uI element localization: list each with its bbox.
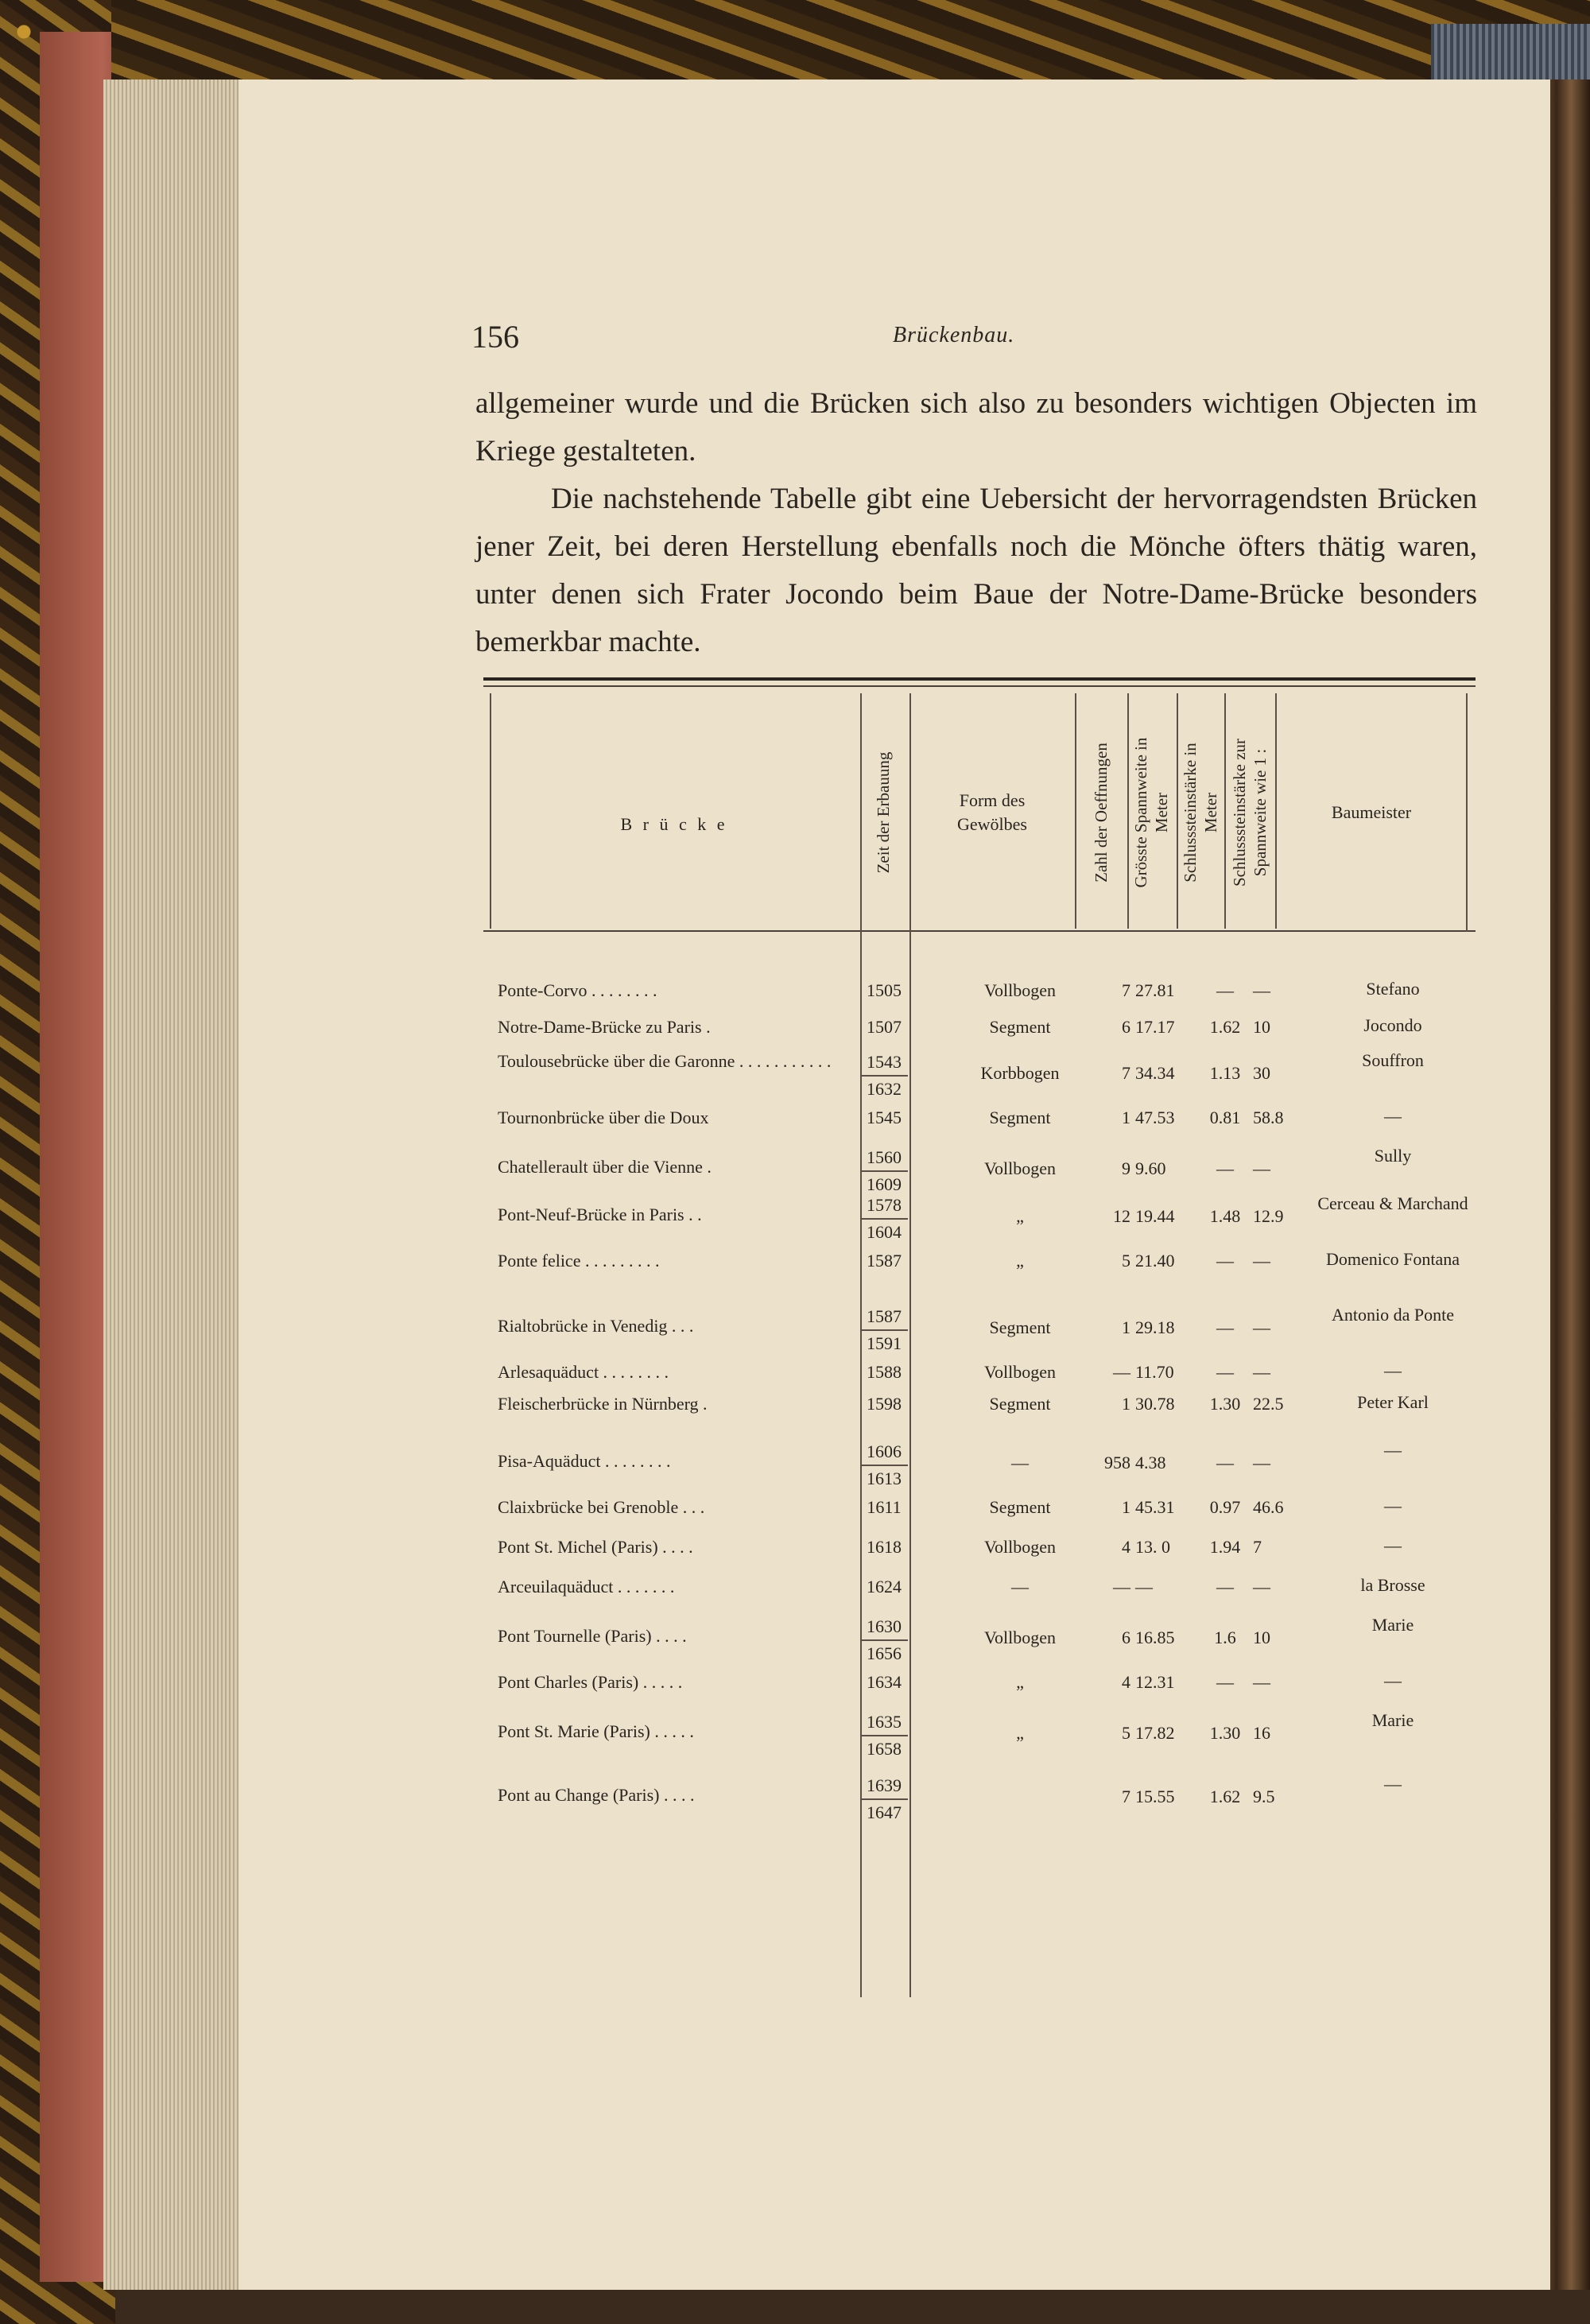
header-spannweite-line2: Meter (1152, 792, 1171, 833)
year-separator (862, 1329, 908, 1331)
cell-span: 17.17 (1135, 1017, 1175, 1037)
cell-span: 21.40 (1135, 1251, 1175, 1271)
cell-year: 1618 (867, 1537, 902, 1557)
cell-form: Vollbogen (983, 1537, 1057, 1557)
cell-form: Vollbogen (983, 1362, 1057, 1382)
cell-ratio: 7 (1253, 1537, 1262, 1557)
cell-bridge: Pont au Change (Paris) . . . . (498, 1785, 695, 1805)
bridge-table (483, 677, 1476, 1997)
cell-ratio: — (1253, 1251, 1270, 1271)
cell-ratio: 9.5 (1253, 1787, 1275, 1806)
book-cloth (1431, 24, 1590, 80)
cell-year-end: 1647 (867, 1802, 902, 1822)
cell-openings: 7 (1122, 1063, 1130, 1083)
cell-year: 1606 (867, 1441, 902, 1461)
cell-bridge: Pont St. Michel (Paris) . . . . (498, 1537, 693, 1557)
year-separator (862, 1170, 908, 1172)
cell-keystone: 0.97 (1209, 1497, 1241, 1517)
cell-openings: 7 (1122, 980, 1130, 1000)
cell-architect: Domenico Fontana (1325, 1249, 1460, 1269)
header-schlussstein-line1: Schlusssteinstärke in (1181, 743, 1200, 883)
cell-form: „ (1016, 1251, 1024, 1271)
page-number: 156 (471, 319, 519, 355)
cell-ratio: 16 (1253, 1723, 1270, 1743)
cell-keystone: 1.13 (1209, 1063, 1241, 1083)
cell-span: 17.82 (1135, 1723, 1175, 1743)
cell-span: 29.18 (1135, 1317, 1175, 1337)
header-zeit: Zeit der Erbauung (874, 751, 893, 874)
header-spannweite (1130, 693, 1172, 932)
cell-openings: — (1113, 1577, 1130, 1597)
cell-year: 1578 (867, 1195, 902, 1215)
running-title: Brückenbau. (893, 323, 1015, 347)
cell-span: 30.78 (1135, 1394, 1175, 1414)
cell-year: 1587 (867, 1251, 902, 1271)
cell-ratio: — (1253, 1672, 1270, 1692)
cell-openings: 9 (1122, 1158, 1130, 1178)
cell-architect: Peter Karl (1357, 1392, 1429, 1412)
cell-year: 1543 (867, 1052, 902, 1072)
cell-ratio: — (1253, 1577, 1270, 1597)
cell-ratio: 30 (1253, 1063, 1270, 1083)
cell-span: 9.60 (1135, 1158, 1166, 1178)
header-form-line2: Gewölbes (957, 814, 1027, 834)
cell-ratio: — (1253, 980, 1270, 1000)
cell-span: 47.53 (1135, 1108, 1175, 1127)
cell-keystone: — (1216, 1158, 1234, 1178)
cell-openings: 1 (1122, 1108, 1130, 1127)
cell-architect: Cerceau & Marchand (1317, 1193, 1468, 1213)
cell-keystone: 1.94 (1209, 1537, 1241, 1557)
cell-year: 1634 (867, 1672, 902, 1692)
cell-span: 34.34 (1135, 1063, 1175, 1083)
cell-bridge: Notre-Dame-Brücke zu Paris . (498, 1017, 711, 1037)
cell-keystone: — (1216, 1362, 1234, 1382)
cell-ratio: 46.6 (1253, 1497, 1284, 1517)
column-divider (1177, 693, 1178, 929)
cell-ratio: — (1253, 1317, 1270, 1337)
cell-form: Segment (989, 1108, 1051, 1127)
cell-openings: 6 (1122, 1017, 1130, 1037)
cell-openings: 7 (1122, 1787, 1130, 1806)
column-divider (1075, 693, 1076, 929)
cell-bridge: Pisa-Aquäduct . . . . . . . . (498, 1451, 671, 1471)
cell-keystone: 1.48 (1209, 1206, 1241, 1226)
cell-architect: — (1384, 1440, 1402, 1460)
cell-openings: 1 (1122, 1394, 1130, 1414)
cell-form: Segment (989, 1394, 1051, 1414)
cell-openings: 1 (1122, 1497, 1130, 1517)
cell-form: Segment (989, 1317, 1051, 1337)
cell-form: Vollbogen (983, 1158, 1057, 1178)
cell-keystone: — (1216, 1251, 1234, 1271)
header-spannweite-line1: Grösste Spannweite in (1131, 737, 1150, 888)
column-divider (1466, 693, 1468, 932)
cell-architect: — (1384, 1106, 1402, 1126)
cell-keystone: 1.30 (1209, 1394, 1241, 1414)
cell-architect: Antonio da Ponte (1332, 1305, 1454, 1325)
cell-span: 45.31 (1135, 1497, 1175, 1517)
cell-year-end: 1656 (867, 1643, 902, 1663)
cell-span: 4.38 (1135, 1453, 1166, 1472)
cell-architect: — (1384, 1774, 1402, 1794)
cell-ratio: 12.9 (1253, 1206, 1284, 1226)
cell-form: Vollbogen (983, 980, 1057, 1000)
header-form (929, 789, 1056, 836)
cell-openings: 5 (1122, 1723, 1130, 1743)
cell-span: — (1135, 1577, 1153, 1597)
cell-architect: la Brosse (1360, 1575, 1425, 1595)
cell-openings: 4 (1122, 1672, 1130, 1692)
cell-openings: 4 (1122, 1537, 1130, 1557)
column-divider (490, 693, 491, 929)
cell-keystone: 1.30 (1209, 1723, 1241, 1743)
cell-architect: Marie (1371, 1710, 1414, 1730)
page-header (471, 318, 1489, 366)
cell-year-end: 1591 (867, 1333, 902, 1353)
cell-year: 1639 (867, 1775, 902, 1795)
header-schlussstein (1180, 693, 1221, 932)
cell-span: 13. 0 (1135, 1537, 1170, 1557)
year-separator (862, 1639, 908, 1641)
header-baumeister: Baumeister (1331, 802, 1412, 822)
cell-bridge: Ponte felice . . . . . . . . . (498, 1251, 660, 1271)
cell-form: Korbbogen (980, 1063, 1060, 1083)
column-divider (1275, 693, 1277, 929)
cell-form: Vollbogen (983, 1628, 1057, 1647)
cell-year: 1630 (867, 1616, 902, 1636)
year-separator (862, 1075, 908, 1077)
cell-span: 16.85 (1135, 1628, 1175, 1647)
cell-architect: — (1384, 1670, 1402, 1690)
cell-ratio: 10 (1253, 1017, 1270, 1037)
header-ratio (1229, 693, 1270, 932)
cell-bridge: Pont Charles (Paris) . . . . . (498, 1672, 683, 1692)
cell-span: 15.55 (1135, 1787, 1175, 1806)
cell-bridge: Arlesaquäduct . . . . . . . . (498, 1362, 669, 1382)
cell-ratio: 58.8 (1253, 1108, 1284, 1127)
cell-year: 1505 (867, 980, 902, 1000)
header-form-line1: Form des (959, 790, 1026, 810)
cell-openings: 6 (1122, 1628, 1130, 1647)
cell-bridge: Claixbrücke bei Grenoble . . . (498, 1497, 705, 1517)
cell-bridge: Chatellerault über die Vienne . (498, 1157, 712, 1177)
page-edges (103, 80, 254, 2290)
cell-architect: Jocondo (1363, 1015, 1422, 1035)
cell-keystone: — (1216, 1577, 1234, 1597)
cell-bridge: Pont-Neuf-Brücke in Paris . . (498, 1205, 702, 1224)
body-text (475, 380, 1477, 666)
cell-span: 12.31 (1135, 1672, 1175, 1692)
cell-ratio: — (1253, 1362, 1270, 1382)
cell-bridge: Arceuilaquäduct . . . . . . . (498, 1577, 675, 1597)
cell-keystone: 1.6 (1214, 1628, 1236, 1647)
cell-architect: Marie (1371, 1615, 1414, 1635)
cell-year: 1587 (867, 1306, 902, 1326)
column-divider (909, 693, 911, 1997)
year-separator (862, 1798, 908, 1800)
cell-year: 1588 (867, 1362, 902, 1382)
cell-form: „ (1016, 1672, 1024, 1692)
cell-form: — (1011, 1577, 1029, 1597)
paragraph: allgemeiner wurde und die Brücken sich also zu besonders wichtigen Objecten im Kriege gestalteten. (475, 387, 1477, 468)
cell-ratio: 10 (1253, 1628, 1270, 1647)
cell-architect: Sully (1374, 1146, 1412, 1166)
cell-bridge: Fleischerbrücke in Nürnberg . (498, 1394, 708, 1414)
cell-span: 19.44 (1135, 1206, 1175, 1226)
cell-year-end: 1658 (867, 1739, 902, 1759)
cell-keystone: — (1216, 1317, 1234, 1337)
book-cover-top (111, 0, 1590, 87)
cell-architect: — (1384, 1360, 1402, 1380)
cell-keystone: 1.62 (1209, 1787, 1241, 1806)
cell-year: 1598 (867, 1394, 902, 1414)
cell-architect: — (1384, 1535, 1402, 1555)
cell-openings: 12 (1113, 1206, 1130, 1226)
cell-form: Segment (989, 1017, 1051, 1037)
cell-year: 1635 (867, 1712, 902, 1732)
cell-year-end: 1613 (867, 1469, 902, 1488)
cell-keystone: — (1216, 1453, 1234, 1472)
cell-ratio: 22.5 (1253, 1394, 1284, 1414)
table-header-rule (483, 930, 1476, 932)
cell-ratio: — (1253, 1158, 1270, 1178)
cell-architect: Stefano (1366, 979, 1420, 999)
cell-keystone: 1.62 (1209, 1017, 1241, 1037)
cell-bridge: Pont St. Marie (Paris) . . . . . (498, 1721, 694, 1741)
cell-year: 1611 (867, 1497, 902, 1517)
cell-openings: 1 (1122, 1317, 1130, 1337)
cell-bridge: Ponte-Corvo . . . . . . . . (498, 980, 657, 1000)
cell-architect: Souffron (1362, 1050, 1424, 1070)
cell-year-end: 1632 (867, 1079, 902, 1099)
header-ratio-line2: Spannweite wie 1 : (1251, 748, 1270, 877)
cell-openings: 5 (1122, 1251, 1130, 1271)
year-separator (862, 1735, 908, 1736)
cell-openings: — (1113, 1362, 1130, 1382)
year-separator (862, 1465, 908, 1466)
cell-span: 27.81 (1135, 980, 1175, 1000)
cell-span: 11.70 (1135, 1362, 1174, 1382)
cell-year: 1507 (867, 1017, 902, 1037)
header-zahl: Zahl der Oeffnungen (1092, 743, 1111, 883)
year-separator (862, 1218, 908, 1220)
table-rule (483, 685, 1476, 687)
cell-keystone: — (1216, 1672, 1234, 1692)
column-divider (1224, 693, 1226, 929)
cell-form: „ (1016, 1723, 1024, 1743)
cell-bridge: Tournonbrücke über die Doux (498, 1108, 709, 1127)
paragraph: Die nachstehende Tabelle gibt eine Uebersicht der hervorragendsten Brücken jener Zeit, bei deren Herstellung ebenfalls noch die Mönche öfters thätig waren, unter denen sich Frater Jocondo beim Baue der Notre-Dame-Brücke besonders bemerkbar machte. (475, 483, 1477, 658)
cell-form: Segment (989, 1497, 1051, 1517)
cell-year: 1624 (867, 1577, 902, 1597)
cell-architect: — (1384, 1496, 1402, 1515)
header-bruecke: B r ü c k e (620, 814, 728, 834)
cell-year: 1560 (867, 1147, 902, 1167)
cell-year-end: 1609 (867, 1174, 902, 1194)
table-rule (483, 677, 1476, 681)
cell-form: — (1011, 1453, 1029, 1472)
cell-bridge: Pont Tournelle (Paris) . . . . (498, 1626, 687, 1646)
cell-bridge: Rialtobrücke in Venedig . . . (498, 1316, 694, 1336)
cell-ratio: — (1253, 1453, 1270, 1472)
cell-form: „ (1016, 1206, 1024, 1226)
cell-openings: 958 (1104, 1453, 1130, 1472)
header-schlussstein-line2: Meter (1201, 792, 1220, 833)
cell-bridge: Toulousebrücke über die Garonne . . . . . . . . . . . (498, 1051, 832, 1071)
cell-year: 1545 (867, 1108, 902, 1127)
cell-year-end: 1604 (867, 1222, 902, 1242)
cell-keystone: 0.81 (1209, 1108, 1241, 1127)
cell-keystone: — (1216, 980, 1234, 1000)
header-ratio-line1: Schlusssteinstärke zur (1230, 738, 1249, 887)
column-divider (1127, 693, 1129, 929)
